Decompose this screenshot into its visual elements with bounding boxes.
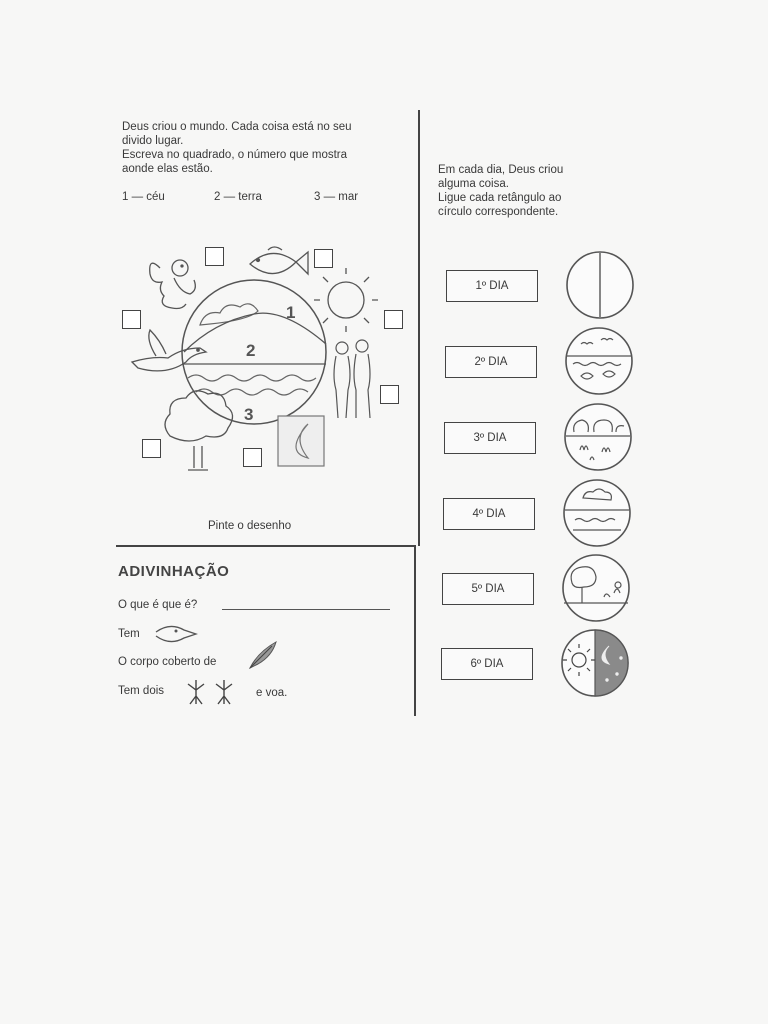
fish-icon <box>250 247 308 274</box>
legend-sea: 3 — mar <box>314 191 359 203</box>
feather-icon <box>246 640 280 672</box>
moon-icon <box>278 416 324 466</box>
answer-box-tree[interactable] <box>142 439 161 458</box>
day-4-circle[interactable] <box>559 478 635 550</box>
color-caption: Pinte o desenho <box>208 520 292 532</box>
day-3-circle[interactable] <box>560 402 636 474</box>
answer-box-people[interactable] <box>380 385 399 404</box>
instruction-line: Ligue cada retângulo ao <box>438 192 562 204</box>
world-illustration <box>120 240 410 480</box>
tree-icon <box>165 391 233 470</box>
riddle-question: O que é que é? <box>118 599 198 611</box>
beak-icon <box>154 622 198 644</box>
riddle-line-two: Tem dois <box>118 685 165 697</box>
answer-box-bird[interactable] <box>122 310 141 329</box>
answer-box-sun[interactable] <box>384 310 403 329</box>
squirrel-icon <box>150 260 196 309</box>
riddle-line-two-end: e voa. <box>256 687 288 699</box>
sun-icon <box>314 268 378 332</box>
riddle-line-tem: Tem <box>118 628 140 640</box>
day-5-circle[interactable] <box>558 553 634 625</box>
day-6-circle[interactable] <box>557 628 633 700</box>
globe-number-1: 1 <box>286 303 296 322</box>
day-4-box[interactable]: 4º DIA <box>443 498 535 530</box>
column-divider-lower <box>414 546 416 716</box>
section-divider <box>116 545 416 547</box>
day-2-circle[interactable] <box>561 326 637 398</box>
day-1-box[interactable]: 1º DIA <box>446 270 538 302</box>
answer-box-moon[interactable] <box>243 448 262 467</box>
answer-box-fish[interactable] <box>314 249 333 268</box>
bird-icon <box>132 330 206 371</box>
riddle-title: ADIVINHAÇÃO <box>118 563 230 580</box>
instruction-line: Deus criou o mundo. Cada coisa está no seu <box>122 121 352 133</box>
instruction-line: alguma coisa. <box>438 178 509 190</box>
bird-feet-icon <box>184 678 240 706</box>
day-3-box[interactable]: 3º DIA <box>444 422 536 454</box>
instruction-line: círculo correspondente. <box>438 206 559 218</box>
day-5-box[interactable]: 5º DIA <box>442 573 534 605</box>
instruction-line: aonde elas estão. <box>122 163 213 175</box>
adam-eve-icon <box>334 340 370 418</box>
left-instructions <box>122 120 412 176</box>
instruction-line: Em cada dia, Deus criou <box>438 164 564 176</box>
answer-box-squirrel[interactable] <box>205 247 224 266</box>
day-2-box[interactable]: 2º DIA <box>445 346 537 378</box>
column-divider <box>418 110 420 546</box>
globe-number-2: 2 <box>246 341 256 360</box>
right-instructions <box>438 163 638 219</box>
instruction-line: divido lugar. <box>122 135 184 147</box>
answer-line[interactable] <box>222 609 390 610</box>
instruction-line: Escreva no quadrado, o número que mostra <box>122 149 348 161</box>
riddle-line-body: O corpo coberto de <box>118 656 217 668</box>
legend-sky: 1 — céu <box>122 191 165 203</box>
globe-number-3: 3 <box>244 405 254 424</box>
day-1-circle[interactable] <box>562 250 638 322</box>
day-6-box[interactable]: 6º DIA <box>441 648 533 680</box>
legend-earth: 2 — terra <box>214 191 262 203</box>
